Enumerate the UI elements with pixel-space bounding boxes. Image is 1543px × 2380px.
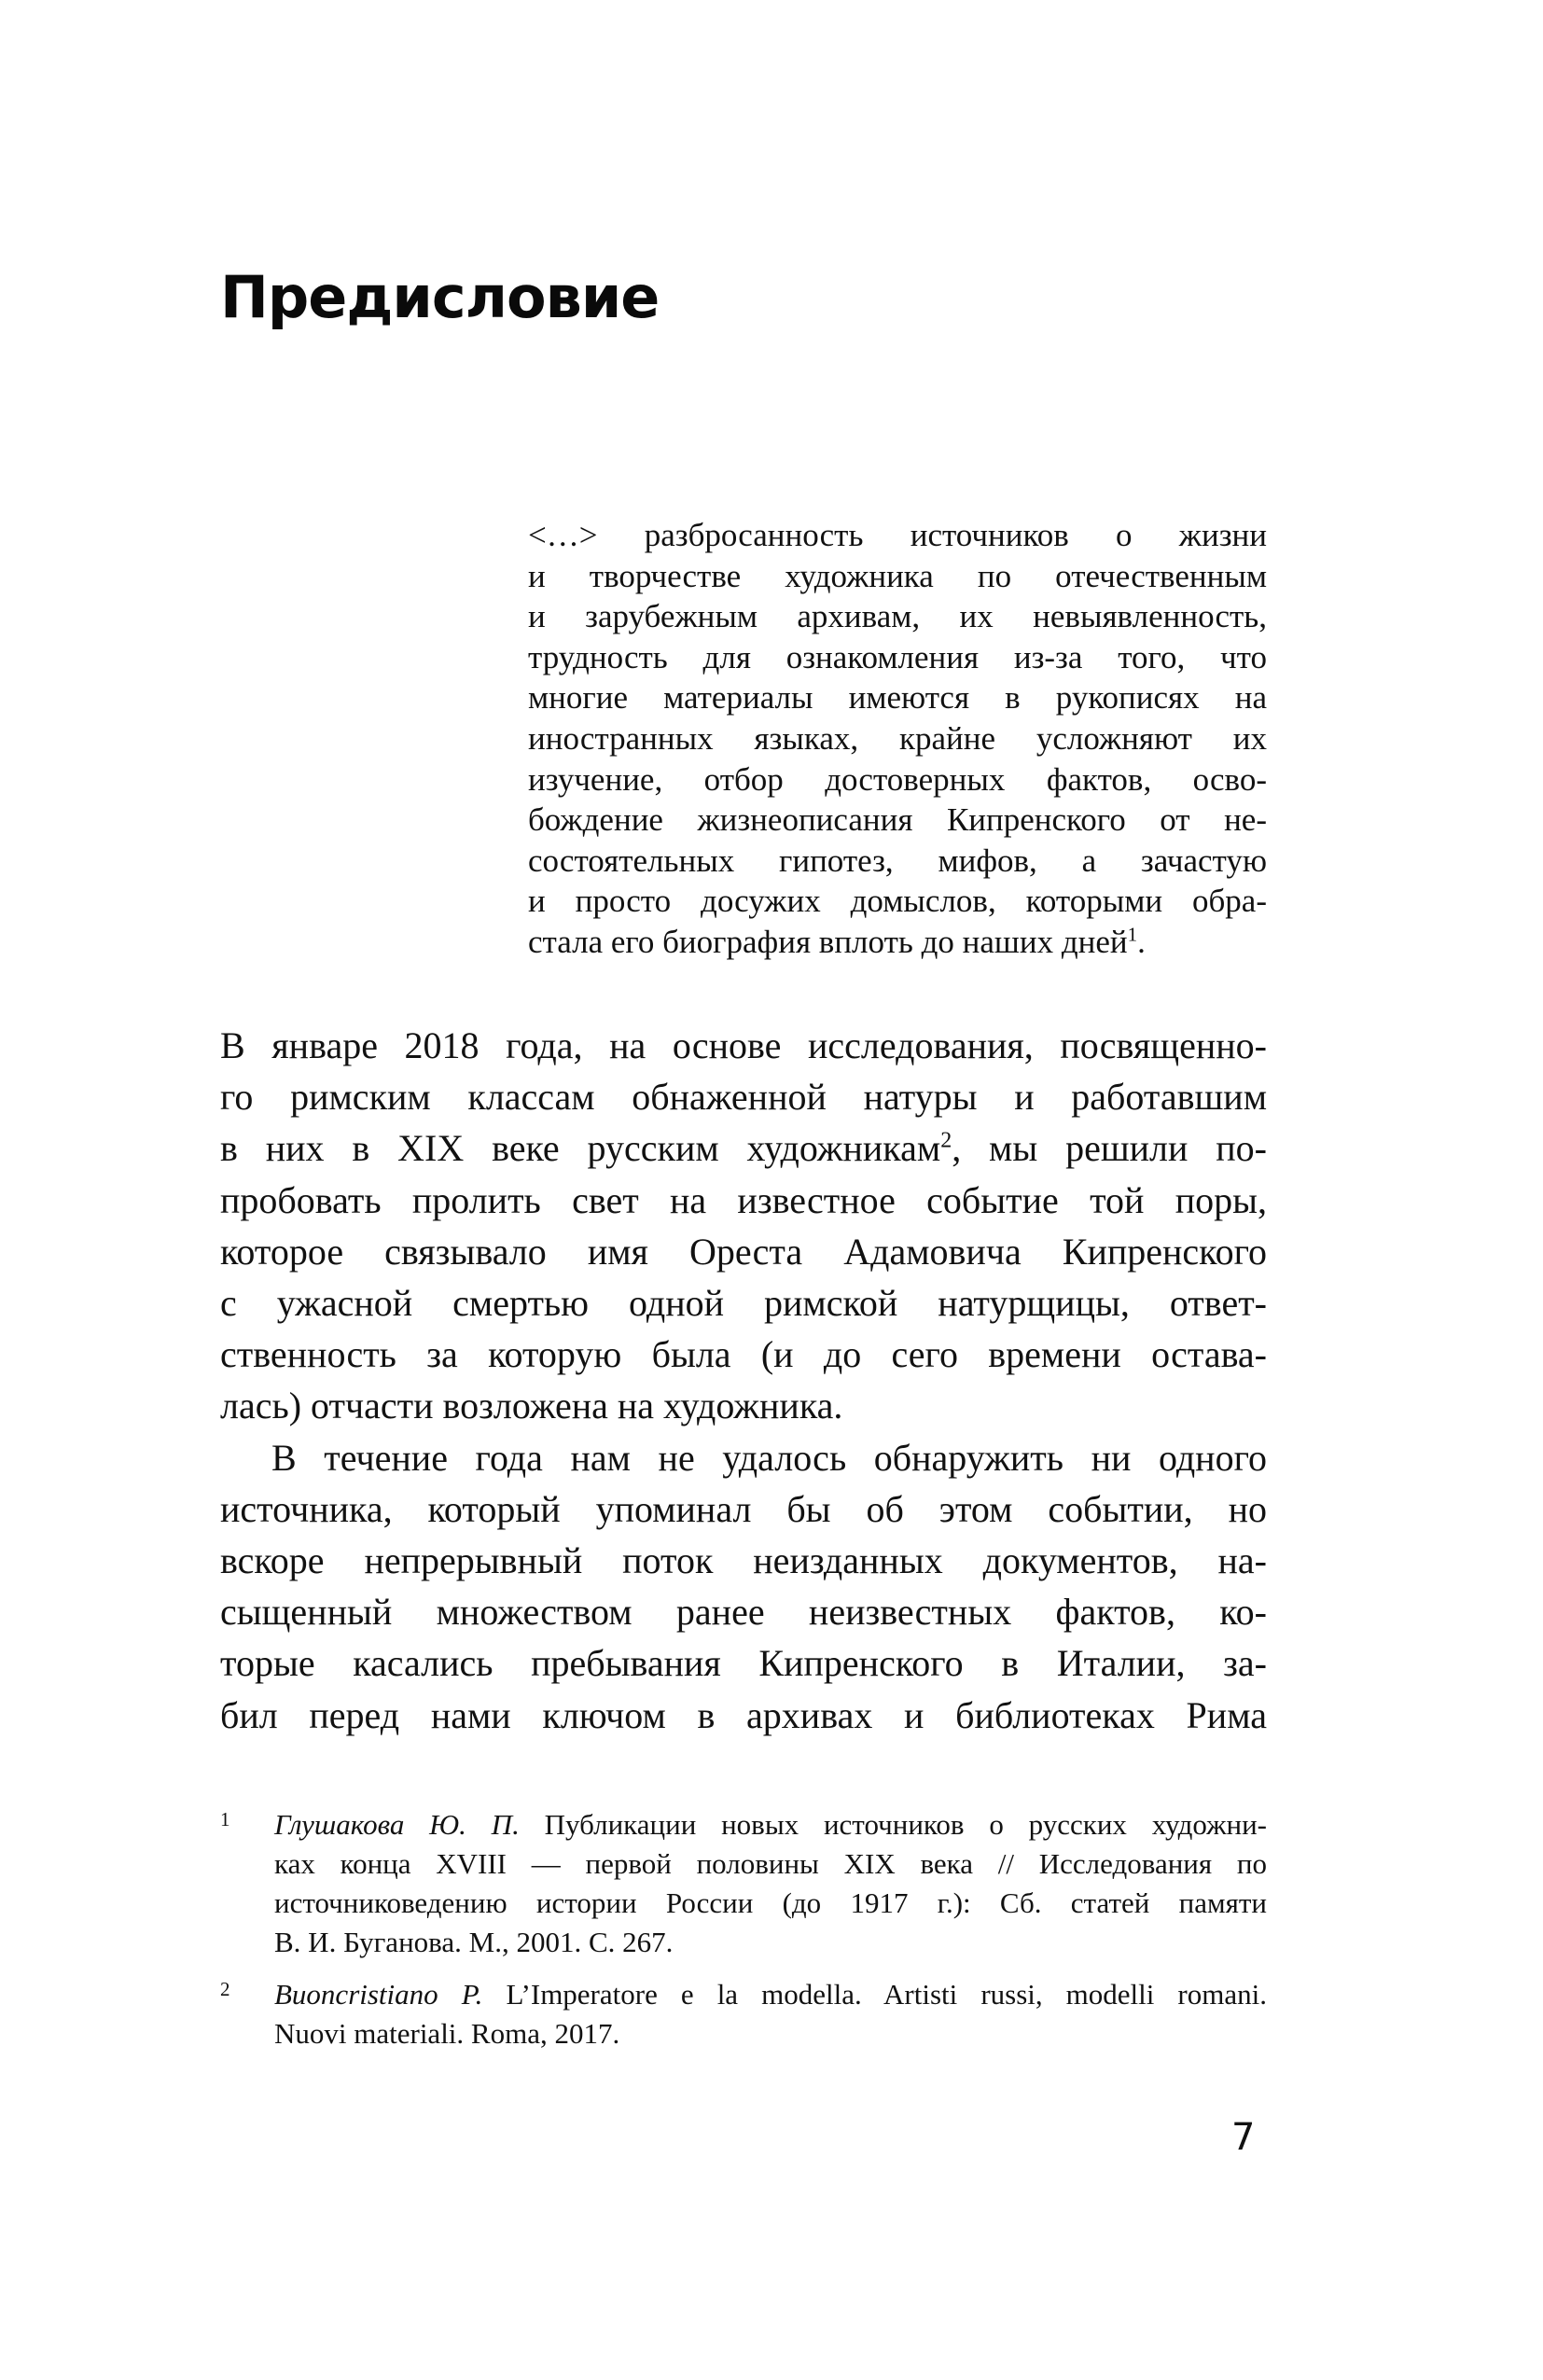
- footnote-line: ках конца XVIII — первой половины XIX века // Исследования по: [274, 1847, 1267, 1880]
- body-line: лась) отчасти возложена на художника.: [220, 1385, 843, 1427]
- footnote-line: Nuovi materiali. Roma, 2017.: [274, 2017, 620, 2050]
- footnote-text: L’Imperatore e la modella. Artisti russi, modelli romani.: [482, 1978, 1267, 2011]
- epigraph: [528, 515, 1267, 963]
- epigraph-line: <…> разбросанность источников о жизни: [528, 517, 1267, 553]
- epigraph-line: многие материалы имеются в рукописях на: [528, 679, 1267, 717]
- footnote-text: Публикации новых источников о русских художни-: [519, 1808, 1267, 1841]
- footnote-ref-1[interactable]: 1: [1127, 923, 1138, 946]
- body-line-text: , мы решили по-: [952, 1127, 1267, 1170]
- body-line: сыщенный множеством ранее неизвестных фактов, ко-: [220, 1591, 1267, 1634]
- footnote-line: источниковедению истории России (до 1917 г.): Сб. статей памяти: [274, 1886, 1267, 1919]
- footnote-author: Глушакова Ю. П.: [274, 1808, 520, 1841]
- footnote-number: 2: [220, 1978, 230, 2000]
- body-line: источника, который упоминал бы об этом событии, но: [220, 1487, 1267, 1530]
- body-line-text: в них в XIX веке русским художникам: [220, 1127, 941, 1170]
- body-line: которое связывало имя Ореста Адамовича Кипренского: [220, 1230, 1267, 1273]
- epigraph-line: трудность для ознакомления из-за того, что: [528, 638, 1267, 675]
- body-line: пробовать пролить свет на известное событие той поры,: [220, 1178, 1267, 1221]
- body-line: бил перед нами ключом в архивах и библиотеках Рима: [220, 1693, 1267, 1736]
- paragraph-2: [220, 1432, 1267, 1741]
- footnote-line: В. И. Буганова. М., 2001. С. 267.: [274, 1926, 674, 1958]
- body-line: [220, 1122, 1267, 1174]
- epigraph-line: и просто досужих домыслов, которыми обра-: [528, 883, 1267, 920]
- footnote-line: [274, 1805, 1267, 1844]
- epigraph-line: и творчестве художника по отечественным: [528, 557, 1267, 594]
- epigraph-line: иностранных языках, крайне усложняют их: [528, 719, 1267, 757]
- body-line: торые касались пребывания Кипренского в Италии, за-: [220, 1642, 1267, 1685]
- body-line: В течение года нам не удалось обнаружить ни одного: [271, 1436, 1267, 1479]
- footnote-author: Buoncristiano P.: [274, 1978, 483, 2011]
- footnotes: [220, 1805, 1267, 2067]
- footnote-number: 1: [220, 1808, 230, 1830]
- footnote-1: [220, 1805, 1267, 1962]
- page-number: 7: [1231, 2116, 1256, 2159]
- footnote-line: [274, 1975, 1267, 2014]
- footnote-2: [220, 1975, 1267, 2053]
- epigraph-line: и зарубежным архивам, их невыявленность,: [528, 598, 1267, 635]
- epigraph-line: бождение жизнеописания Кипренского от не-: [528, 801, 1267, 839]
- body-line: ственность за которую была (и до сего времени остава-: [220, 1333, 1267, 1376]
- epigraph-end: .: [1137, 923, 1146, 960]
- epigraph-line: изучение, отбор достоверных фактов, осво-: [528, 760, 1267, 798]
- body-line: вскоре непрерывный поток неизданных документов, на-: [220, 1539, 1267, 1582]
- epigraph-line: [528, 922, 1267, 963]
- body-line: В январе 2018 года, на основе исследования, посвященно-: [220, 1024, 1267, 1066]
- body-line: го римским классам обнаженной натуры и работавшим: [220, 1076, 1267, 1119]
- page-title: Предисловие: [220, 263, 660, 331]
- body-line: с ужасной смертью одной римской натурщицы, ответ-: [220, 1282, 1267, 1325]
- epigraph-line: состоятельных гипотез, мифов, а зачастую: [528, 842, 1267, 879]
- main-text: [220, 1020, 1267, 1741]
- epigraph-last-text: стала его биография вплоть до наших дней: [528, 923, 1128, 960]
- paragraph-1: [220, 1020, 1267, 1432]
- footnote-ref-2[interactable]: 2: [940, 1129, 952, 1154]
